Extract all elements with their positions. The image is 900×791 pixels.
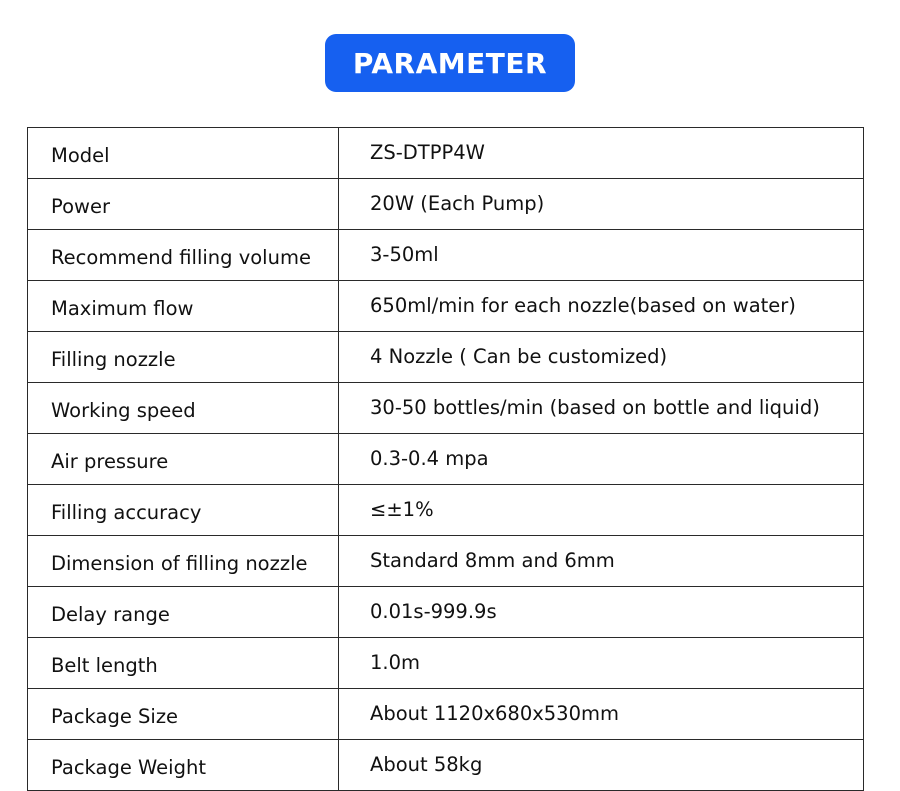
row-label: Filling accuracy	[28, 485, 339, 536]
row-value: 20W (Each Pump)	[339, 179, 864, 230]
table-row	[28, 536, 864, 587]
row-label: Model	[28, 128, 339, 179]
row-value: ZS-DTPP4W	[339, 128, 864, 179]
table-row	[28, 128, 864, 179]
row-value: ≤±1%	[339, 485, 864, 536]
table-row	[28, 383, 864, 434]
row-value: About 58kg	[339, 740, 864, 791]
row-value: 4 Nozzle ( Can be customized)	[339, 332, 864, 383]
row-label: Package Size	[28, 689, 339, 740]
row-value: 0.01s-999.9s	[339, 587, 864, 638]
parameter-table	[27, 127, 864, 791]
table-row	[28, 740, 864, 791]
table-row	[28, 638, 864, 689]
row-value: 0.3-0.4 mpa	[339, 434, 864, 485]
row-label: Recommend filling volume	[28, 230, 339, 281]
parameter-table-body	[28, 128, 864, 791]
table-row	[28, 332, 864, 383]
table-row	[28, 179, 864, 230]
table-row	[28, 230, 864, 281]
table-row	[28, 587, 864, 638]
row-label: Working speed	[28, 383, 339, 434]
row-value: 3-50ml	[339, 230, 864, 281]
row-label: Delay range	[28, 587, 339, 638]
row-label: Package Weight	[28, 740, 339, 791]
row-value: About 1120x680x530mm	[339, 689, 864, 740]
table-row	[28, 434, 864, 485]
parameter-title-badge	[325, 34, 575, 92]
table-row	[28, 281, 864, 332]
row-value: Standard 8mm and 6mm	[339, 536, 864, 587]
table-row	[28, 689, 864, 740]
row-value: 30-50 bottles/min (based on bottle and liquid)	[339, 383, 864, 434]
row-label: Dimension of filling nozzle	[28, 536, 339, 587]
row-label: Filling nozzle	[28, 332, 339, 383]
table-row	[28, 485, 864, 536]
row-label: Air pressure	[28, 434, 339, 485]
page-title: PARAMETER	[352, 46, 548, 80]
row-value: 650ml/min for each nozzle(based on water)	[339, 281, 864, 332]
row-value: 1.0m	[339, 638, 864, 689]
row-label: Maximum flow	[28, 281, 339, 332]
row-label: Power	[28, 179, 339, 230]
row-label: Belt length	[28, 638, 339, 689]
